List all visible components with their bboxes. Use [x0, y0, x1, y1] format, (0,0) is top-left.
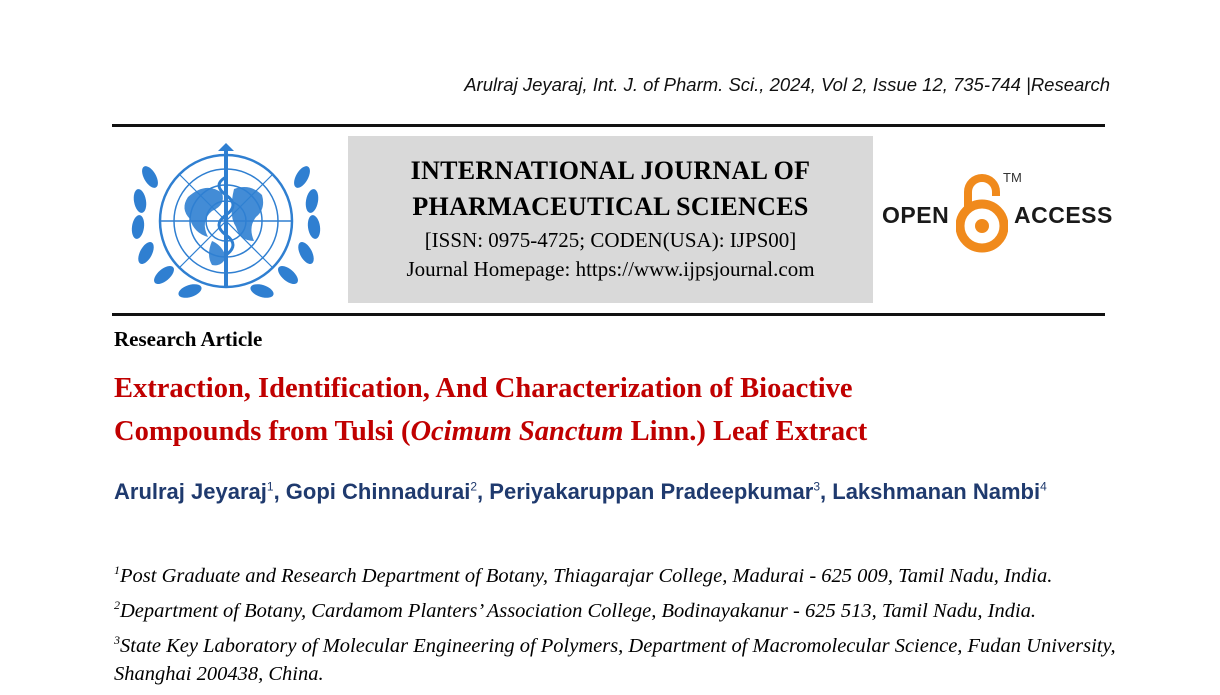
affiliation-3	[114, 626, 1119, 690]
journal-name-line1: INTERNATIONAL JOURNAL OF	[410, 156, 811, 185]
species-name: Ocimum Sanctum	[410, 416, 624, 447]
affiliation-1-marker: 1	[114, 563, 120, 577]
affiliation-3-text: State Key Laboratory of Molecular Engineering of Polymers, Department of Macromolecular Science, Fudan University, Shanghai 200438, China.	[114, 634, 1116, 686]
affiliation-2-marker: 2	[114, 597, 120, 612]
title-line2-start: Compounds from Tulsi (	[114, 416, 411, 447]
author-3-affil-ref: 3	[813, 480, 821, 494]
author-3-name: Periyakaruppan Pradeepkumar	[489, 479, 814, 505]
trademark-label: TM	[1003, 170, 1022, 185]
author-1-affil-ref: 1	[266, 480, 274, 494]
title-line2	[114, 410, 1114, 453]
author-4-name: Lakshmanan Nambi	[832, 479, 1041, 505]
author-4-affil-ref: 4	[1040, 480, 1047, 494]
affiliation-1-text: Post Graduate and Research Department of Botany, Thiagarajar College, Madurai - 625 009, Tamil Nadu, India.	[120, 564, 1053, 587]
affiliation-3-marker: 3	[114, 632, 120, 647]
author-4	[832, 479, 1047, 504]
author-separator: ,	[273, 479, 286, 505]
un-emblem-icon	[128, 137, 324, 305]
article-type: Research Article	[114, 327, 263, 351]
affiliation-2	[114, 591, 1119, 626]
author-3	[489, 479, 832, 504]
journal-masthead	[348, 136, 873, 303]
open-access-logo	[880, 168, 1113, 254]
open-access-open-word: OPEN	[882, 202, 950, 228]
journal-name	[348, 153, 873, 225]
title-line2-end: Linn.) Leaf Extract	[623, 416, 868, 447]
open-access-access-word: ACCESS	[1014, 202, 1113, 228]
padlock-icon	[956, 168, 1008, 254]
author-list	[114, 471, 1114, 508]
author-1-name: Arulraj Jeyaraj	[114, 479, 267, 505]
journal-homepage: Journal Homepage: https://www.ijpsjournal.com	[406, 257, 815, 281]
author-1	[114, 479, 286, 504]
author-2-name: Gopi Chinnadurai	[285, 479, 471, 505]
header-rule-top	[112, 124, 1105, 127]
title-line1: Extraction, Identification, And Characterization of Bioactive	[114, 373, 853, 404]
affiliations	[114, 556, 1119, 689]
article-title	[114, 367, 1114, 453]
journal-name-line2: PHARMACEUTICAL SCIENCES	[412, 192, 809, 221]
author-separator: ,	[820, 479, 833, 505]
journal-issn: [ISSN: 0975-4725; CODEN(USA): IJPS00]	[424, 228, 797, 252]
running-head: Arulraj Jeyaraj, Int. J. of Pharm. Sci., 2024, Vol 2, Issue 12, 735-744 |Research	[464, 74, 1110, 95]
author-2	[286, 479, 489, 504]
author-2-affil-ref: 2	[470, 480, 478, 494]
author-separator: ,	[477, 479, 490, 505]
affiliation-2-text: Department of Botany, Cardamom Planters’ Association College, Bodinayakanur - 625 513, Tamil Nadu, India.	[120, 599, 1037, 622]
affiliation-1	[114, 556, 1119, 591]
header-rule-bottom	[112, 313, 1105, 316]
